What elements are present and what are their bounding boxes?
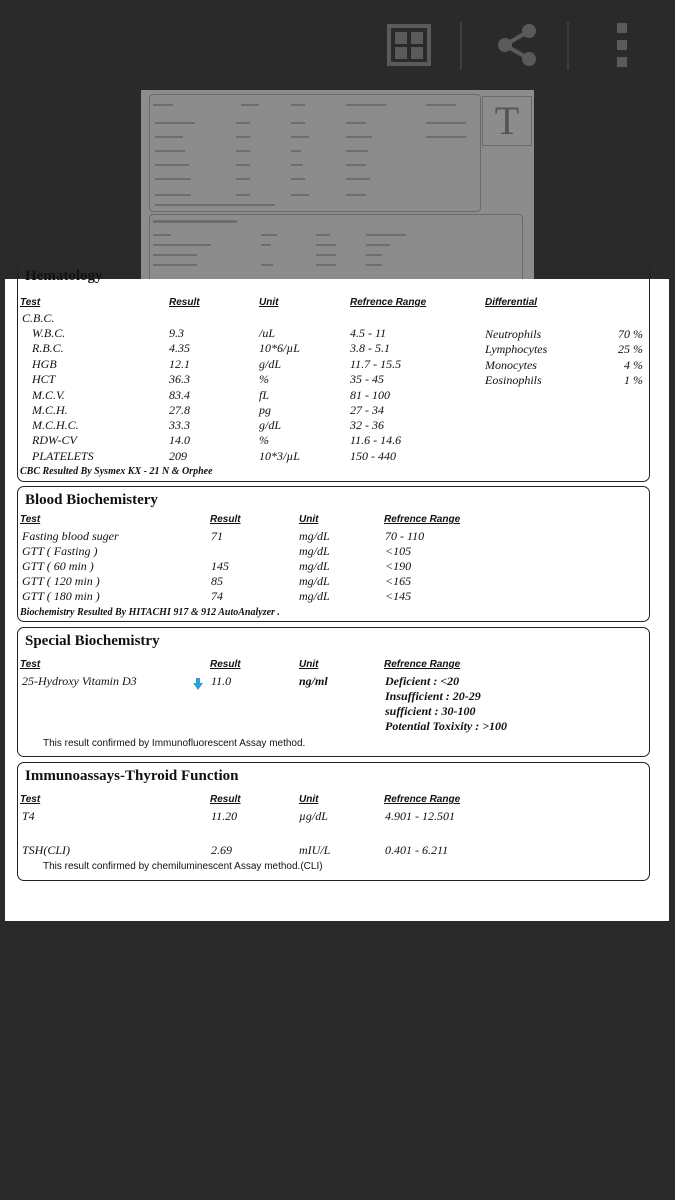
differential-value: 4 %: [624, 358, 643, 372]
thumbnail-line: [291, 104, 305, 106]
thumbnail-line: [346, 164, 366, 166]
col-header-range: Refrence Range: [384, 659, 461, 670]
thumbnail-line: [155, 194, 191, 196]
table-cell-test: Fasting blood suger: [22, 529, 119, 543]
table-cell-test: GTT ( 60 min ): [22, 559, 94, 573]
more-vert-icon[interactable]: [600, 18, 644, 72]
share-icon[interactable]: [490, 18, 544, 72]
table-cell-unit: 10*3/µL: [259, 449, 300, 463]
thumbnail-line: [153, 244, 211, 246]
thumbnail-line: [155, 150, 185, 152]
blood-biochemistry-section: [17, 486, 650, 622]
range-line: sufficient : 30-100: [385, 704, 476, 718]
table-cell-unit: ng/ml: [299, 674, 328, 688]
thumbnail-line: [236, 164, 250, 166]
differential-name: Eosinophils: [485, 373, 542, 387]
thumbnail-line: [236, 150, 250, 152]
col-header-unit: Unit: [259, 297, 279, 308]
thumbnail-line: [366, 244, 390, 246]
differential-value: 1 %: [624, 373, 643, 387]
table-cell-range: 35 - 45: [350, 372, 384, 386]
table-cell-result: 14.0: [169, 433, 190, 447]
col-header-result: Result: [210, 659, 241, 670]
thumbnail-line: [316, 234, 330, 236]
table-cell-test: GTT ( 120 min ): [22, 574, 100, 588]
thumbnail-line: [316, 254, 336, 256]
toolbar-separator: [567, 22, 569, 70]
thumbnail-line: [153, 104, 173, 106]
table-cell-unit: mg/dL: [299, 529, 330, 543]
table-cell-test: HGB: [32, 357, 57, 371]
thumbnail-line: [291, 164, 303, 166]
thumbnail-line: [261, 244, 271, 246]
range-line: Deficient : <20: [385, 674, 460, 688]
col-header-unit: Unit: [299, 514, 319, 525]
thyroid-note: This result confirmed by chemiluminescent Assay method.(CLI): [43, 861, 323, 872]
table-cell-unit: pg: [259, 403, 271, 417]
range-line: Potential Toxixity : >100: [385, 719, 508, 733]
table-cell-unit: mg/dL: [299, 559, 330, 573]
differential-name: Monocytes: [485, 358, 537, 372]
table-cell-result: 85: [211, 574, 223, 588]
thumbnail-line: [236, 194, 250, 196]
thumbnail-line: [316, 244, 336, 246]
thumbnail-line: [153, 264, 197, 266]
table-cell-unit: µg/dL: [299, 809, 328, 823]
thumbnail-line: [346, 104, 386, 106]
table-cell-result: 71: [211, 529, 223, 543]
table-cell-unit: mg/dL: [299, 574, 330, 588]
col-header-result: Result: [210, 514, 241, 525]
thumbnail-line: [153, 254, 197, 256]
table-cell-test: W.B.C.: [32, 326, 66, 340]
table-cell-range: 3.8 - 5.1: [350, 341, 390, 355]
thumbnail-line: [346, 122, 366, 124]
hematology-title: Hematology: [25, 268, 103, 284]
thumbnail-box: [149, 94, 481, 212]
table-cell-result: 11.0: [211, 674, 232, 688]
table-cell-range: 11.6 - 14.6: [350, 433, 402, 447]
thumbnail-line: [236, 136, 250, 138]
table-cell-range: 32 - 36: [350, 418, 384, 432]
table-cell-test: HCT: [32, 372, 56, 386]
thumbnail-line: [291, 194, 309, 196]
thumbnail-line: [155, 122, 195, 124]
thumbnail-line: [155, 178, 191, 180]
thumbnail-line: [261, 234, 277, 236]
thyroid-section: [17, 762, 650, 881]
col-header-differential: Differential: [485, 297, 538, 308]
table-cell-test: 25-Hydroxy Vitamin D3: [22, 674, 137, 688]
thumbnail-line: [426, 104, 456, 106]
thumbnail-line: [366, 254, 382, 256]
table-cell-test: PLATELETS: [32, 449, 94, 463]
differential-value: 70 %: [618, 327, 643, 341]
table-cell-range: 81 - 100: [350, 388, 390, 402]
thumbnail-line: [346, 178, 370, 180]
table-cell-range: 4.5 - 11: [350, 326, 387, 340]
table-cell-test: M.C.H.C.: [32, 418, 79, 432]
table-cell-unit: %: [259, 433, 269, 447]
gallery-icon[interactable]: [382, 18, 436, 72]
thumbnail-line: [291, 122, 305, 124]
col-header-range: Refrence Range: [350, 297, 427, 308]
thumbnail-line: [291, 136, 309, 138]
table-cell-unit: %: [259, 372, 269, 386]
table-cell-result: 36.3: [169, 372, 190, 386]
table-cell-range: 11.7 - 15.5: [350, 357, 402, 371]
table-cell-range: 70 - 110: [385, 529, 425, 543]
table-cell-unit: g/dL: [259, 357, 282, 371]
col-header-test: Test: [20, 659, 41, 670]
thumbnail-line: [346, 194, 366, 196]
thumbnail-line: [155, 136, 183, 138]
col-header-result: Result: [210, 794, 241, 805]
thumbnail-letter: T: [482, 96, 532, 146]
cbc-group-label: C.B.C.: [22, 311, 55, 325]
differential-name: Neutrophils: [485, 327, 542, 341]
table-cell-result: 11.20: [211, 809, 238, 823]
differential-name: Lymphocytes: [485, 342, 548, 356]
thumbnail-line: [261, 264, 273, 266]
thumbnail-line: [236, 122, 250, 124]
document-thumbnail[interactable]: [141, 90, 534, 280]
differential-value: 25 %: [618, 342, 643, 356]
blood-biochemistry-title: Blood Biochemistery: [25, 492, 158, 508]
table-cell-result: 9.3: [169, 326, 184, 340]
table-cell-unit: mg/dL: [299, 589, 330, 603]
thumbnail-line: [155, 204, 275, 206]
table-cell-range: 27 - 34: [350, 403, 384, 417]
table-cell-unit: /uL: [259, 326, 276, 340]
table-cell-test: GTT ( Fasting ): [22, 544, 98, 558]
table-cell-test: M.C.V.: [32, 388, 65, 402]
table-cell-result: 209: [169, 449, 187, 463]
table-cell-test: M.C.H.: [32, 403, 68, 417]
thumbnail-line: [426, 122, 466, 124]
table-cell-test: TSH(CLI): [22, 843, 71, 857]
table-cell-range: <190: [385, 559, 412, 573]
special-biochemistry-title: Special Biochemistry: [25, 633, 160, 649]
table-cell-result: 83.4: [169, 388, 190, 402]
table-cell-result: 145: [211, 559, 229, 573]
table-cell-result: 12.1: [169, 357, 190, 371]
table-cell-range: <105: [385, 544, 412, 558]
thumbnail-line: [291, 178, 305, 180]
thumbnail-line: [366, 234, 406, 236]
table-cell-test: T4: [22, 809, 35, 823]
thumbnail-line: [155, 164, 189, 166]
toolbar-separator: [460, 22, 462, 70]
viewer-toolbar: [0, 0, 675, 90]
hematology-note: CBC Resulted By Sysmex KX - 21 N & Orphee: [20, 466, 213, 477]
col-header-range: Refrence Range: [384, 514, 461, 525]
table-cell-test: GTT ( 180 min ): [22, 589, 100, 603]
table-cell-range: 0.401 - 6.211: [385, 843, 449, 857]
table-cell-test: RDW-CV: [32, 433, 77, 447]
table-cell-result: 74: [211, 589, 223, 603]
table-cell-unit: g/dL: [259, 418, 282, 432]
table-cell-range: <165: [385, 574, 412, 588]
table-cell-result: 33.3: [169, 418, 190, 432]
thumbnail-line: [291, 150, 301, 152]
col-header-test: Test: [20, 297, 41, 308]
table-cell-unit: mIU/L: [299, 843, 331, 857]
hematology-section: [17, 267, 650, 482]
table-cell-result: 27.8: [169, 403, 190, 417]
thumbnail-line: [426, 136, 466, 138]
table-cell-range: <145: [385, 589, 412, 603]
thumbnail-line: [236, 178, 250, 180]
low-flag-arrow-icon: [193, 677, 203, 695]
table-cell-range: 4.901 - 12.501: [385, 809, 455, 823]
thumbnail-line: [153, 220, 237, 223]
thumbnail-line: [153, 234, 171, 236]
thumbnail-line: [346, 150, 368, 152]
thumbnail-line: [366, 264, 382, 266]
col-header-unit: Unit: [299, 659, 319, 670]
col-header-result: Result: [169, 297, 200, 308]
col-header-test: Test: [20, 794, 41, 805]
thumbnail-line: [346, 136, 372, 138]
biochemistry-note: Biochemistry Resulted By HITACHI 917 & 912 AutoAnalyzer .: [20, 607, 280, 618]
special-biochemistry-note: This result confirmed by Immunofluorescent Assay method.: [43, 738, 306, 749]
table-cell-unit: mg/dL: [299, 544, 330, 558]
table-cell-unit: fL: [259, 388, 270, 402]
thyroid-title: Immunoassays-Thyroid Function: [25, 768, 239, 784]
table-cell-test: R.B.C.: [32, 341, 64, 355]
special-biochemistry-section: [17, 627, 650, 757]
lab-report-document[interactable]: [5, 268, 669, 921]
thumbnail-line: [241, 104, 259, 106]
col-header-unit: Unit: [299, 794, 319, 805]
range-line: Insufficient : 20-29: [385, 689, 481, 703]
table-cell-unit: 10*6/µL: [259, 341, 300, 355]
col-header-range: Refrence Range: [384, 794, 461, 805]
thumbnail-line: [316, 264, 336, 266]
table-cell-result: 2.69: [211, 843, 232, 857]
table-cell-result: 4.35: [169, 341, 190, 355]
table-cell-range: 150 - 440: [350, 449, 396, 463]
col-header-test: Test: [20, 514, 41, 525]
